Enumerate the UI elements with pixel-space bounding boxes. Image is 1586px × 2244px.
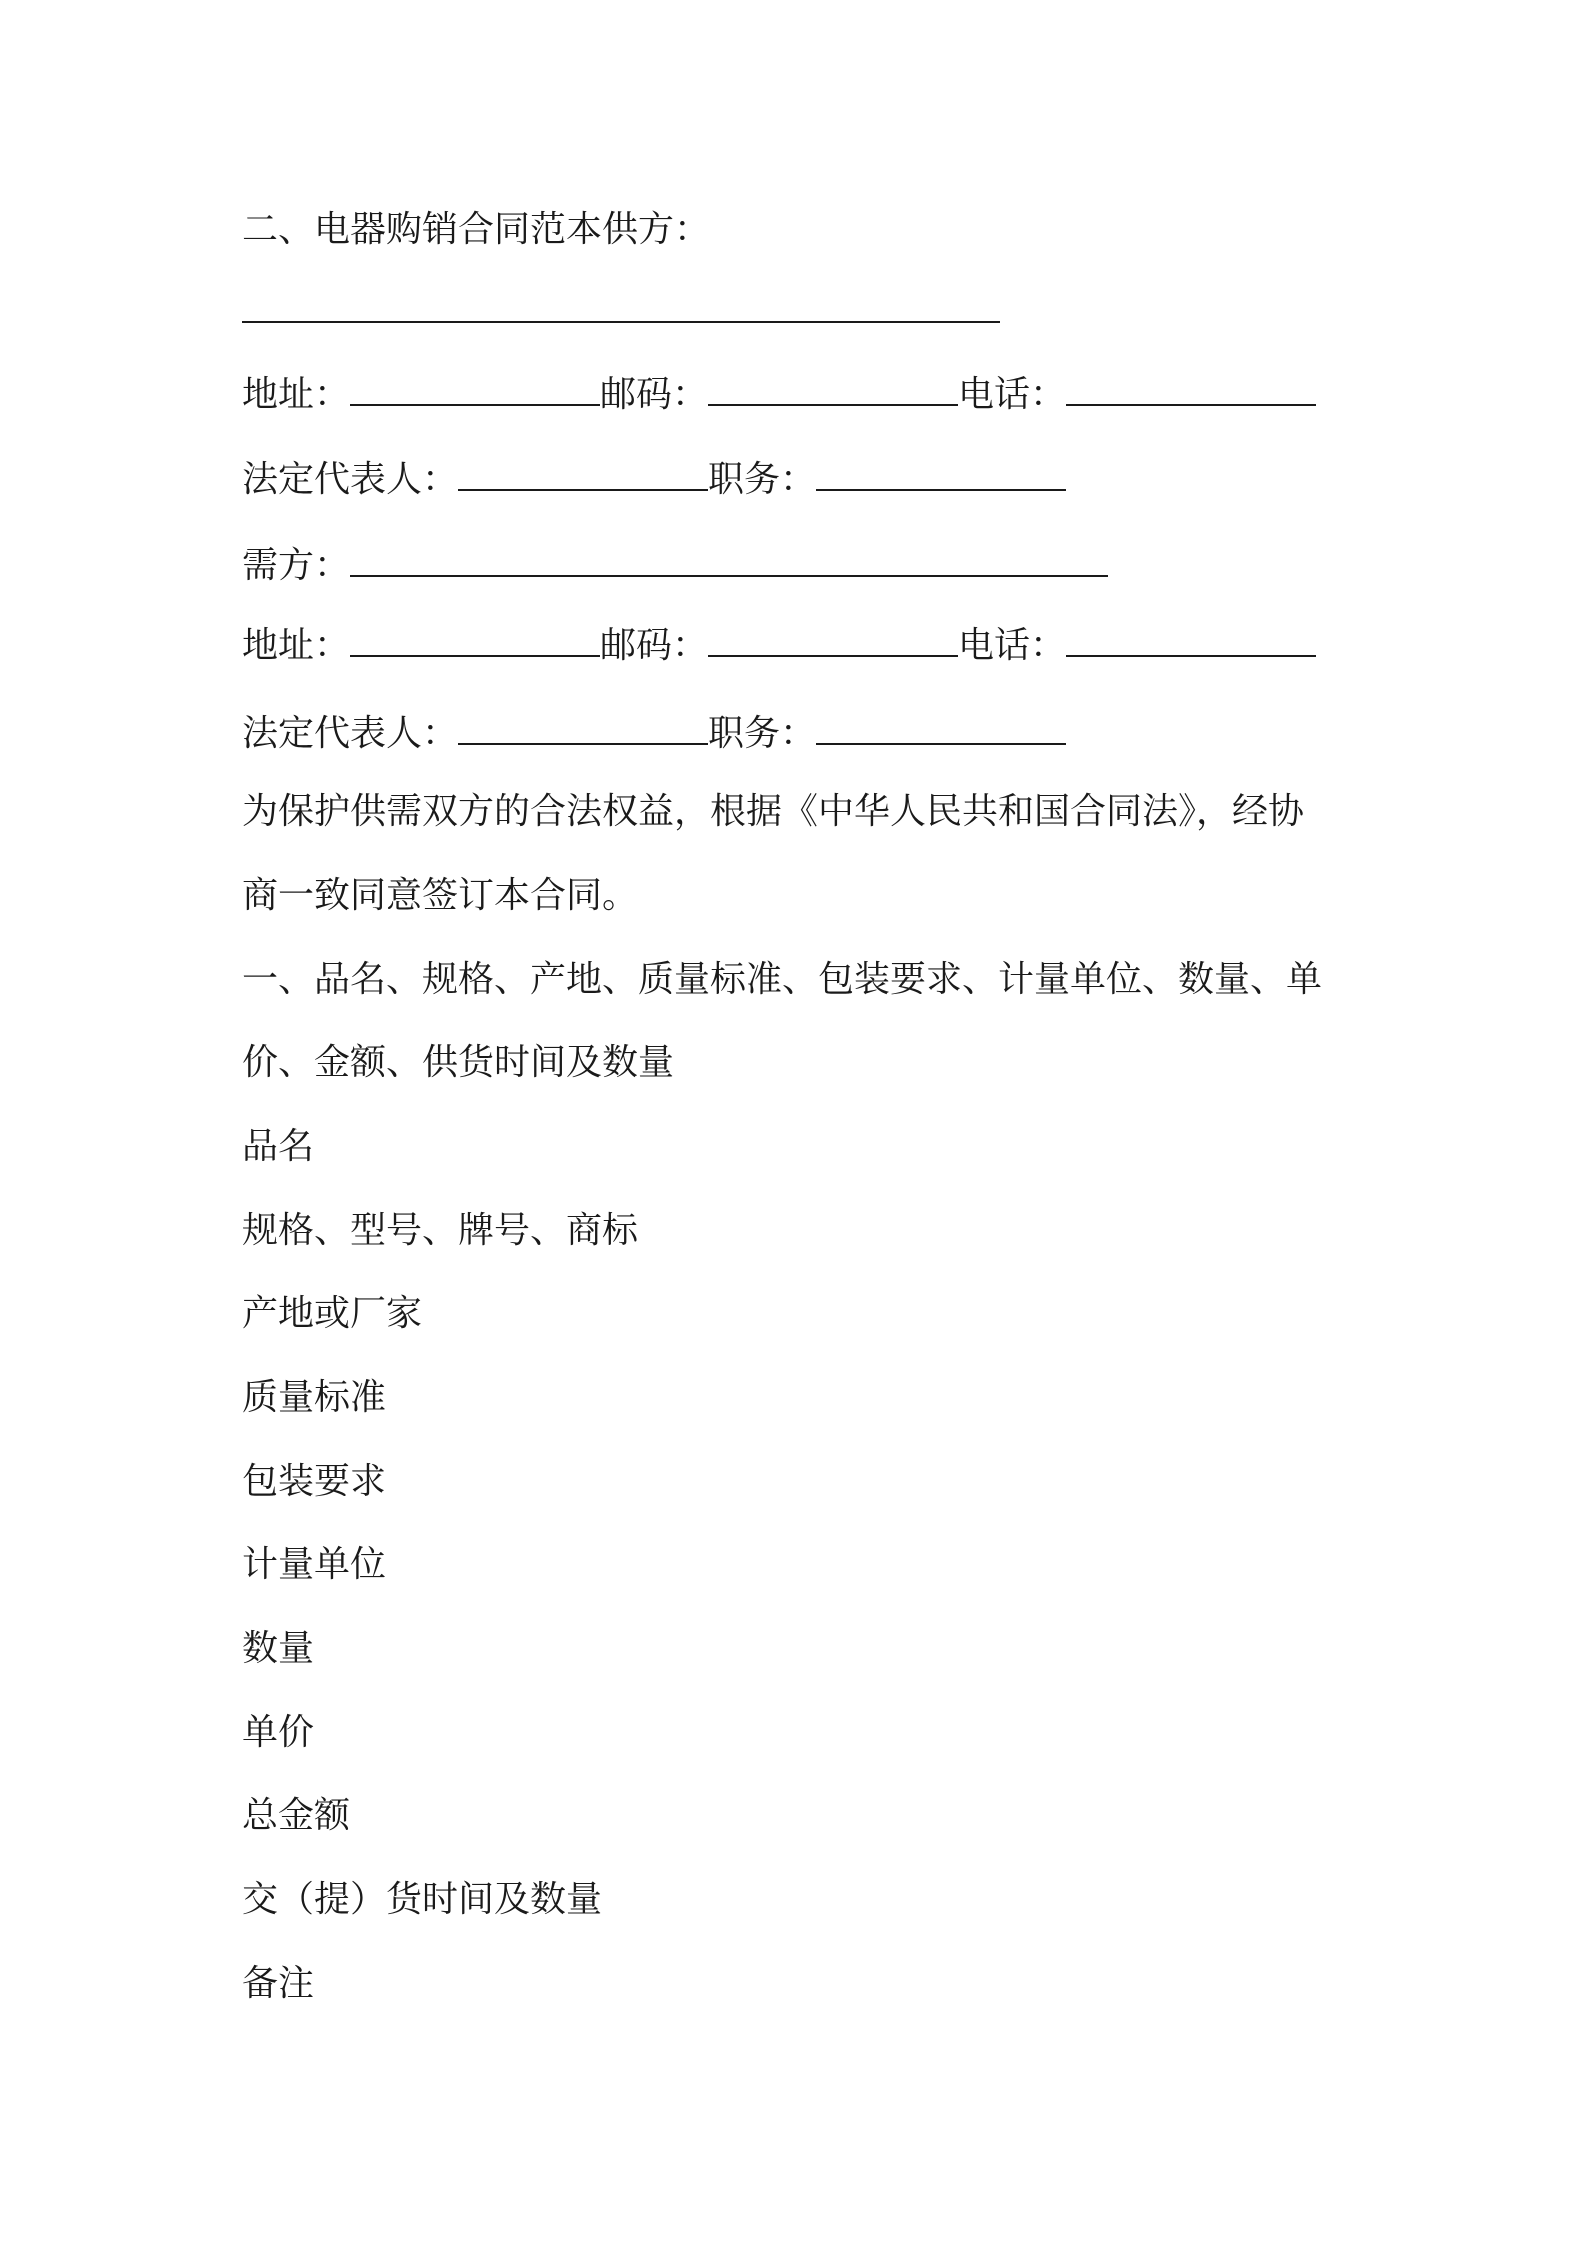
supplier-name-blank[interactable] xyxy=(242,291,1000,323)
supplier-position-label: 职务： xyxy=(708,459,817,500)
supplier-contact-line xyxy=(242,373,1316,417)
item-product-name: 品名 xyxy=(242,1126,315,1167)
buyer-position-label: 职务： xyxy=(708,713,817,754)
buyer-address-label: 地址： xyxy=(242,625,351,666)
buyer-contact-line xyxy=(242,624,1316,668)
buyer-phone-label: 电话： xyxy=(958,625,1067,666)
intro-paragraph-line-2 xyxy=(242,874,638,918)
item-delivery-time: 交（提）货时间及数量 xyxy=(242,1879,603,1920)
item-packaging: 包装要求 xyxy=(242,1461,387,1502)
buyer-name-blank[interactable] xyxy=(350,545,1108,577)
buyer-phone-blank[interactable] xyxy=(1066,625,1316,657)
supplier-phone-label: 电话： xyxy=(958,374,1067,415)
buyer-rep-line xyxy=(242,712,1066,756)
section-heading-text: 二、电器购销合同范本供方： xyxy=(242,209,711,250)
clause-1-text-2: 价、金额、供货时间及数量 xyxy=(242,1042,675,1083)
buyer-name-line xyxy=(242,544,1108,588)
supplier-address-label: 地址： xyxy=(242,374,351,415)
supplier-rep-blank[interactable] xyxy=(458,459,708,491)
supplier-rep-line xyxy=(242,458,1066,502)
buyer-postcode-label: 邮码： xyxy=(600,625,709,666)
supplier-postcode-label: 邮码： xyxy=(600,374,709,415)
item-unit: 计量单位 xyxy=(242,1544,387,1585)
intro-paragraph-line-1 xyxy=(242,790,1304,834)
item-origin: 产地或厂家 xyxy=(242,1293,423,1334)
supplier-position-blank[interactable] xyxy=(816,459,1066,491)
intro-text-2: 商一致同意签订本合同。 xyxy=(242,875,639,916)
supplier-name-line xyxy=(242,290,1000,334)
clause-1-text-1: 一、品名、规格、产地、质量标准、包装要求、计量单位、数量、单 xyxy=(242,959,1323,1000)
item-remarks: 备注 xyxy=(242,1963,315,2004)
intro-text-1: 为保护供需双方的合法权益，根据《中华人民共和国合同法》，经协 xyxy=(242,791,1305,832)
item-total-amount: 总金额 xyxy=(242,1795,351,1836)
item-quality-standard: 质量标准 xyxy=(242,1377,387,1418)
buyer-rep-blank[interactable] xyxy=(458,713,708,745)
buyer-rep-label: 法定代表人： xyxy=(242,713,459,754)
section-heading xyxy=(242,208,710,252)
buyer-address-blank[interactable] xyxy=(350,625,600,657)
supplier-address-blank[interactable] xyxy=(350,374,600,406)
item-unit-price: 单价 xyxy=(242,1712,315,1753)
clause-1-line-2 xyxy=(242,1041,674,1085)
item-quantity: 数量 xyxy=(242,1628,315,1669)
item-specification: 规格、型号、牌号、商标 xyxy=(242,1210,639,1251)
buyer-name-label: 需方： xyxy=(242,545,351,586)
supplier-postcode-blank[interactable] xyxy=(708,374,958,406)
buyer-postcode-blank[interactable] xyxy=(708,625,958,657)
clause-1-line-1 xyxy=(242,958,1322,1002)
supplier-rep-label: 法定代表人： xyxy=(242,459,459,500)
buyer-position-blank[interactable] xyxy=(816,713,1066,745)
supplier-phone-blank[interactable] xyxy=(1066,374,1316,406)
